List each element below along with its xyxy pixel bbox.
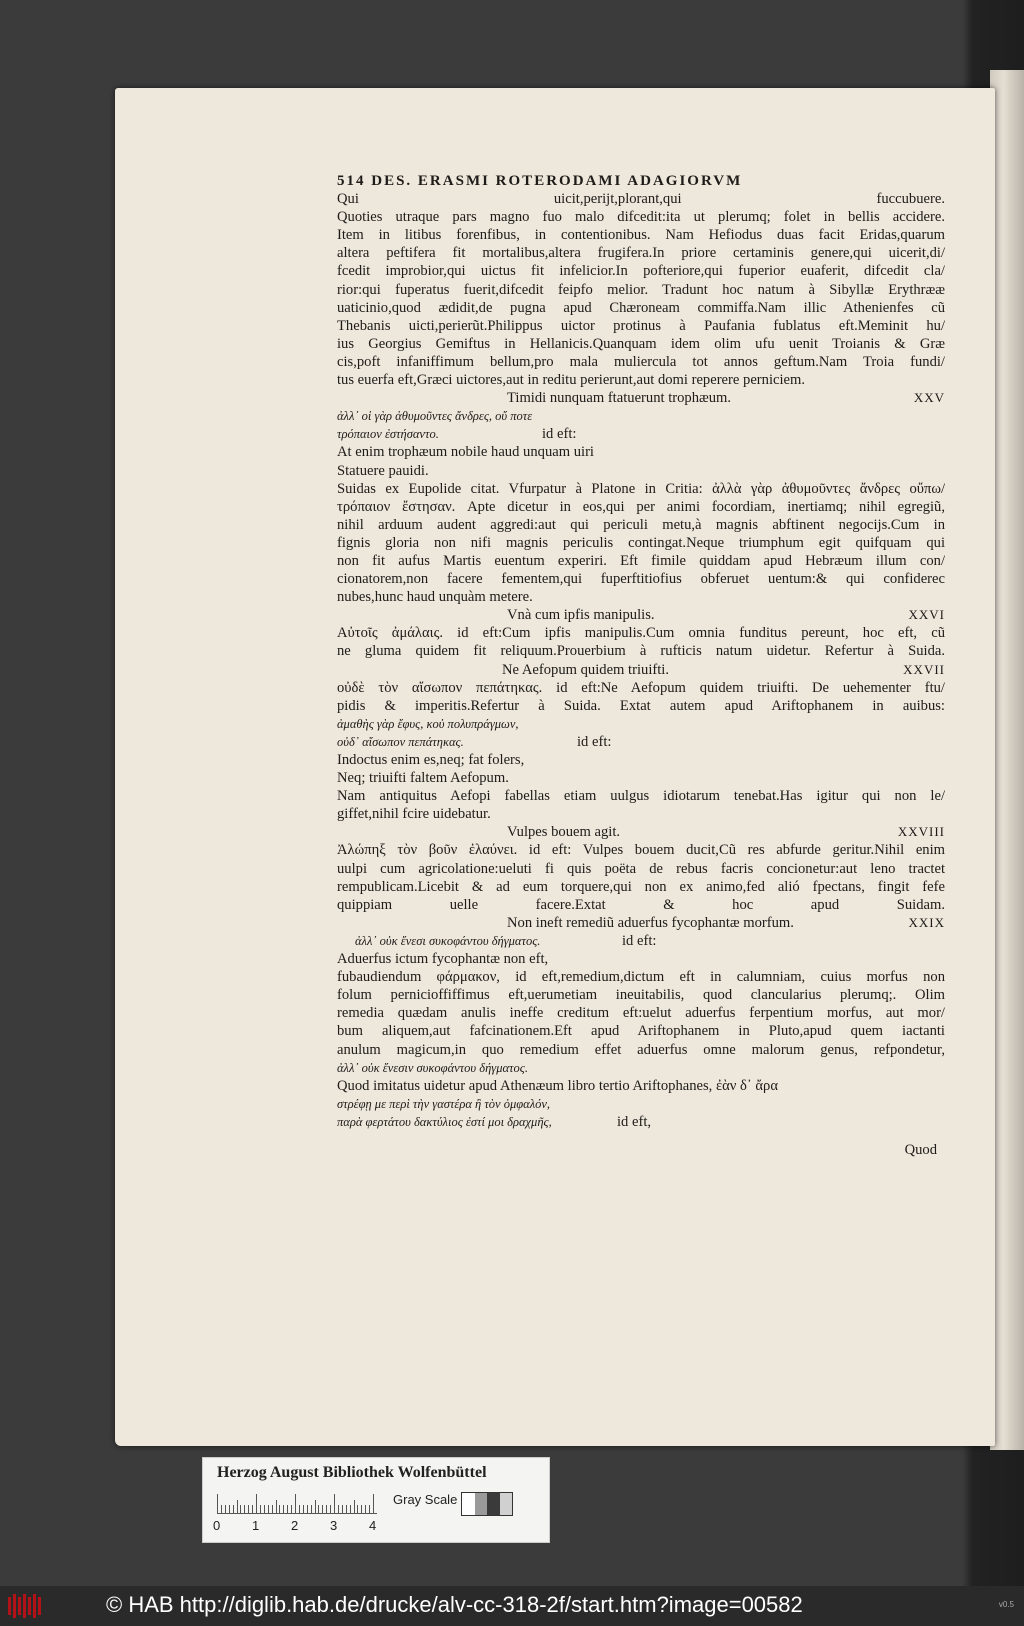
ruler-tick	[229, 1505, 230, 1514]
text-line: Aduerfus ictum fycophantæ non eft,	[337, 951, 549, 968]
text-line: Thebanis uicti,perierũt.Philippus uictor protinus à Paufania fublatus eft.Meminit hu/	[337, 317, 945, 334]
ruler-tick	[318, 1505, 319, 1514]
text-line: altera peftifera fit mortalibus,altera frugifera.In priore certaminis genere,qui uicerit,di/	[337, 245, 945, 262]
adage-title: Timidi nunquam ftatuerunt trophæum.	[507, 390, 732, 407]
adage-number: XXVII	[903, 661, 945, 677]
text-line: nubes,hunc haud unquàm metere.	[337, 589, 533, 606]
ruler-tick	[322, 1505, 323, 1514]
gray-scale-swatches	[461, 1492, 513, 1516]
ruler-number: 0	[213, 1518, 221, 1533]
ruler-tick	[287, 1505, 288, 1514]
ruler-tick	[217, 1494, 218, 1514]
ruler-number: 2	[291, 1518, 299, 1533]
ruler-tick	[373, 1494, 374, 1514]
ruler-tick	[361, 1505, 362, 1514]
ruler-tick	[264, 1505, 265, 1514]
text-line: fignis gloria non nifi magnis periculis contingat.Neque triumphum egit quifquam qui	[337, 534, 945, 551]
adage-title: Vnà cum ipfis manipulis.	[507, 607, 655, 624]
adage-title: Vulpes bouem agit.	[507, 824, 621, 841]
viewer-footer	[0, 1586, 1024, 1626]
greek-verse: ἀλλ᾽ οὐκ ἔνεσι συκοφάντου δήγματος.	[355, 933, 541, 948]
ruler-tick	[256, 1494, 257, 1514]
text-line: quippiam uelle facere.Extat & hoc apud Suidam.	[337, 896, 945, 913]
text-line: pidis & imperitis.Refertur à Suida. Extat autem apud Ariftophanem in auibus:	[337, 697, 945, 714]
ruler-tick	[346, 1505, 347, 1514]
text-line: Indoctus enim es,neq; fat folers,	[337, 752, 525, 768]
gray-swatch	[500, 1493, 513, 1515]
id-est: id eft:	[622, 932, 657, 949]
text-line: οὐδὲ τὸν αἴσωπον πεπάτηκας. id eft:Ne Aefopum quidem triuifti. De uehementer ftu/	[337, 679, 945, 696]
ruler-tick	[283, 1505, 284, 1514]
ruler-tick	[330, 1505, 331, 1514]
ruler-tick	[237, 1500, 238, 1514]
adage-heading-26	[337, 606, 945, 624]
text-line: ius Georgius Gemiftus in Hellanicis.Quanquam idem olim ufu uenit Troianis & Græ	[337, 335, 945, 352]
ruler-tick	[221, 1505, 222, 1514]
adage-heading-27	[337, 661, 945, 679]
adage-title: Non ineft remediũ aduerfus fycophantæ morfum.	[507, 914, 794, 931]
catchword: Quod	[904, 1141, 937, 1158]
ruler-tick	[240, 1505, 241, 1514]
text-line: At enim trophæum nobile haud unquam uiri	[337, 444, 594, 461]
text-line: nihil arduum audent aggredi:aut qui periculi metu,à magnis abftinent negocijs.Cum in	[337, 516, 945, 533]
hab-logo-icon	[8, 1594, 44, 1618]
text-line: Qui uicit,perijt,plorant,qui fuccubuere.	[337, 191, 945, 208]
text-line: Statuere pauidi.	[337, 462, 429, 479]
id-est: id eft:	[542, 426, 577, 443]
text-line: fubaudiendum φάρμακον, id eft,remedium,dictum eft in calumniam, cuius morfus non	[337, 969, 945, 986]
greek-verse: ἀλλ᾽ οὐκ ἔνεσιν συκοφάντου δήγματος.	[337, 1060, 528, 1075]
text-line: tus euerfa eft,Græci uictores,aut in reditu perierunt,aut domi reperere perniciem.	[337, 372, 806, 389]
ruler-numbers	[213, 1518, 393, 1534]
adage-number: XXVIII	[897, 824, 945, 840]
text-line: cionatorem,non facere fementem,qui fuperftitiofius obferuet uentum:& qui confiderec	[337, 571, 945, 588]
text-line: cis,poft infaniffimum bellum,pro mala muliercula tot annos geftum.Nam Troia fundi/	[337, 353, 945, 370]
adage-heading-25	[337, 389, 945, 407]
ruler-number: 1	[252, 1518, 260, 1533]
ruler-tick	[295, 1494, 296, 1514]
ruler-tick	[248, 1505, 249, 1514]
ruler-tick	[338, 1505, 339, 1514]
greek-verse: παρὰ φερτάτου δακτύλιος ἐστί μοι δραχμῆς,	[337, 1114, 552, 1129]
text-line: giffet,nihil fcire uidebatur.	[337, 806, 491, 823]
library-name: Herzog August Bibliothek Wolfenbüttel	[217, 1464, 487, 1481]
text-line: Quoties utraque pars magno fuo malo difcedit:ita ut plerumq; folet in bellis accidere.	[337, 209, 945, 226]
text-line: Suidas ex Eupolide citat. Vfurpatur à Platone in Critia: ἀλλὰ γὰρ ἀθυμοῦντες ἄνδρες οὔπω/	[337, 480, 945, 497]
ruler-tick	[268, 1505, 269, 1514]
ruler-tick	[272, 1505, 273, 1514]
running-header: 514 DES. ERASMI ROTERODAMI ADAGIORVM	[337, 173, 743, 189]
ruler-tick	[311, 1505, 312, 1514]
ruler-tick	[354, 1500, 355, 1514]
ruler-tick	[369, 1505, 370, 1514]
gray-swatch	[462, 1493, 475, 1515]
adage-heading-29	[337, 914, 945, 932]
text-line: uulpi cum agricolatione:ueluti fi quis poëta de rebus facris concionetur:aut leno tractet	[337, 860, 945, 877]
adage-heading-28	[337, 823, 945, 841]
text-line: Ἀλώπηξ τὸν βοῦν ἐλαύνει. id eft: Vulpes bouem ducit,Cũ res abfurde geritur.Nihil enim	[337, 842, 945, 859]
id-est: id eft:	[577, 733, 612, 750]
text-line: Item in litibus forenfibus, in contentionibus. Nam Hefiodus duas facit Eridas,quarum	[337, 227, 945, 244]
text-line: uaticinio,quod ædidit,de pugna apud Chæroneam commiffa.Nam illic Athenienfes cũ	[337, 299, 945, 316]
ruler-tick	[225, 1505, 226, 1514]
adage-number: XXIX	[908, 914, 945, 930]
ruler-tick	[307, 1505, 308, 1514]
ruler-tick	[357, 1505, 358, 1514]
ruler-tick	[303, 1505, 304, 1514]
id-est: id eft,	[617, 1113, 652, 1130]
ruler-tick	[252, 1505, 253, 1514]
next-page-edge	[990, 70, 1024, 1450]
ruler-tick	[299, 1505, 300, 1514]
ruler-tick	[315, 1500, 316, 1514]
text-line: Quod imitatus uidetur apud Athenæum libro tertio Ariftophanes, ἐὰν δ᾽ ἄρα	[337, 1077, 778, 1094]
text-line: folum pernicioffiffimus eft,uerumetiam ineuitabilis, quod clancularius plerumq;. Olim	[337, 987, 945, 1004]
text-line: Αὐτοῖς ἀμάλαις. id eft:Cum ipfis manipulis.Cum omnia funditus pereunt, hoc eft, cũ	[337, 625, 945, 642]
ruler-number: 4	[369, 1518, 377, 1533]
text-line: rior:qui fuperatus fuerit,difcedit feipfo melior. Tradunt hoc natum à Sibyllæ Erythrææ	[337, 281, 945, 298]
text-line: Nam antiquitus Aefopi fabellas etiam uulgus idiotarum tenebat.Has igitur qui non le/	[337, 788, 945, 805]
adage-number: XXV	[913, 390, 945, 406]
text-line: bum aliquem,aut fafcinationem.Eft apud Ariftophanem in Pluto,apud quem iactanti	[337, 1023, 945, 1040]
color-scale-bar	[202, 1457, 550, 1543]
ruler-tick	[233, 1505, 234, 1514]
text-line: ne gluma quidem fit reliquum.Prouerbium à rufticis natum uidetur. Refertur à Suida.	[337, 643, 945, 660]
text-line: anulum magicum,in quo remedium effet aduerfus omne malorum genus, refpondetur,	[337, 1041, 945, 1058]
ruler-tick	[276, 1500, 277, 1514]
gray-scale-label: Gray Scale	[393, 1492, 458, 1507]
ruler-tick	[342, 1505, 343, 1514]
ruler-number: 3	[330, 1518, 338, 1533]
adage-title: Ne Aefopum quidem triuifti.	[502, 661, 669, 678]
greek-verse: στρέφῃ με περὶ τὴν γαστέρα ἢ τὸν ὀμφαλόν,	[337, 1096, 551, 1111]
greek-verse: οὐδ᾽ αἴσωπον πεπάτηκας.	[337, 734, 464, 749]
ruler-tick	[350, 1505, 351, 1514]
ruler-tick	[279, 1505, 280, 1514]
ruler-tick	[244, 1505, 245, 1514]
adage-number: XXVI	[908, 607, 945, 623]
text-line: rempublicam.Licebit & ad eum torquere,qui non ex animo,fed alió fpectans, fingit fefe	[337, 878, 945, 895]
greek-verse: τρόπαιον ἐστήσαντο.	[337, 427, 439, 442]
text-line: non fit aufus Martis euentum experiri. Eft fimile quiddam apud Hebræum illum con/	[337, 552, 945, 569]
ruler-tick	[334, 1494, 335, 1514]
text-line: τρόπαιον ἔστησαν. Apte dicetur in eos,qui per animi focordiam, inertiamq; nihil egregiũ,	[337, 498, 945, 515]
greek-verse: ἀλλ᾽ οἱ γὰρ ἀθυμοῦντες ἄνδρες, οὔ ποτε	[337, 409, 533, 424]
gray-swatch	[487, 1493, 500, 1515]
gray-swatch	[475, 1493, 488, 1515]
ruler-tick	[326, 1505, 327, 1514]
text-line: Neq; triuifti faltem Aefopum.	[337, 770, 509, 787]
text-line: fcedit improbior,qui uictus fit infelicior.In pofteriore,qui fuperior euaferit, difcedit cla/	[337, 263, 945, 280]
page-text	[337, 172, 945, 1159]
footer-url[interactable]: © HAB http://diglib.hab.de/drucke/alv-cc-318-2f/start.htm?image=00582	[106, 1592, 803, 1617]
text-line: remedia quædam anulis ineffe creditum eft:uelut aduerfus ferpentium morfus, aut mor/	[337, 1005, 945, 1022]
ruler	[217, 1492, 377, 1514]
ruler-tick	[291, 1505, 292, 1514]
ruler-tick	[260, 1505, 261, 1514]
greek-verse: ἀμαθὴς γὰρ ἔφυς, κοὐ πολυπράγμων,	[337, 716, 519, 731]
version-label: v0.5	[998, 1600, 1014, 1609]
ruler-tick	[365, 1505, 366, 1514]
